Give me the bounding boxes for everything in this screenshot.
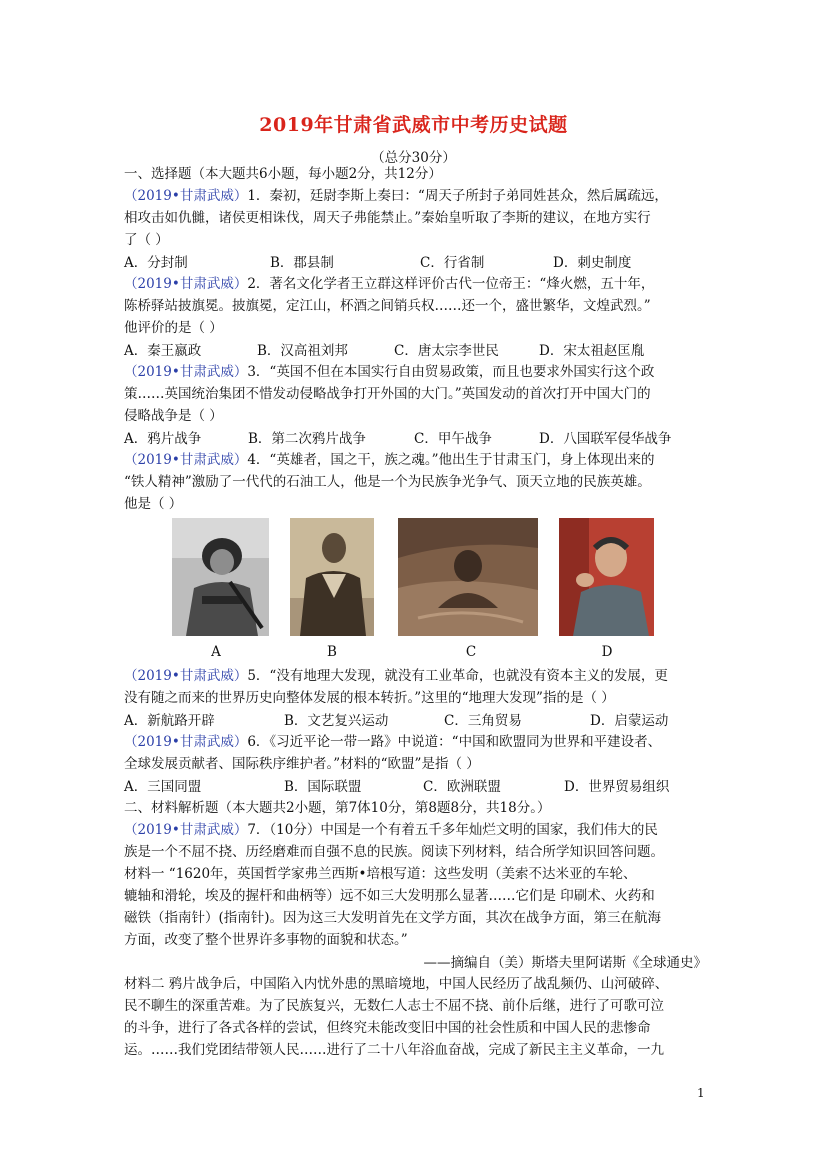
- option-b: B．文艺复兴运动: [284, 713, 389, 729]
- material-1-citation: ——摘编自（美）斯塔夫里阿诺斯《全球通史》: [423, 955, 707, 971]
- option-c: C．欧洲联盟: [423, 779, 501, 795]
- material-2-line-1: 材料二 鸦片战争后，中国陷入内忧外患的黑暗境地，中国人民经历了战乱频仍、山河破碎、: [124, 976, 669, 992]
- option-c: C．行省制: [420, 255, 485, 271]
- question-3-line-2: 策……英国统治集团不惜发动侵略战争打开外国的大门。”英国发动的首次打开中国大门的: [124, 386, 651, 402]
- question-2-line-1: [124, 273, 708, 295]
- option-b: B．汉高祖刘邦: [257, 343, 348, 359]
- option-b: B．国际联盟: [284, 779, 362, 795]
- photo-label-a: A: [211, 644, 221, 660]
- photo-option-c: [398, 518, 538, 636]
- question-2-line-3: 他评价的是（ ）: [124, 320, 223, 336]
- option-c: C．三角贸易: [444, 713, 522, 729]
- question-5-line-2: 没有随之而来的世界历史向整体发展的根本转折。”这里的“地理大发现”指的是（ ）: [124, 690, 615, 706]
- question-4-line-2: “铁人精神”激励了一代代的石油工人，他是一个为民族争光争气、顶天立地的民族英雄。: [124, 474, 651, 490]
- question-4-line-3: 他是（ ）: [124, 496, 183, 512]
- question-source-tag: （2019•甘肃武威）: [124, 734, 248, 750]
- section-heading-material: 二、材料解析题（本大题共2小题，第7体10分，第8题8分，共18分。）: [124, 800, 551, 816]
- question-source-tag: （2019•甘肃武威）: [124, 822, 248, 838]
- question-text: 1．秦初，廷尉李斯上奏曰：“周天子所封子弟同姓甚众，然后属疏远，: [247, 188, 668, 204]
- question-6-line-2: 全球发展贡献者、国际秩序维护者。”材料的“欧盟”是指（ ）: [124, 756, 480, 772]
- section-heading-choice: 一、选择题（本大题共6小题，每小题2分，共12分）: [124, 166, 442, 182]
- material-1-line-1: 材料一 “1620年，英国哲学家弗兰西斯•培根写道：这些发明（美索不达米亚的车轮、: [124, 866, 637, 882]
- question-1-line-1: [124, 185, 708, 207]
- option-d: D．宋太祖赵匡胤: [539, 343, 645, 359]
- portrait-elderly-man-image: [559, 518, 654, 636]
- question-7-line-2: 族是一个不屈不挠、历经磨难而自强不息的民族。阅读下列材料，结合所学知识回答问题。: [124, 844, 664, 860]
- question-1-line-3: 了（ ）: [124, 232, 169, 248]
- question-3-line-3: 侵略战争是（ ）: [124, 408, 223, 424]
- question-text: 6．《习近平论一带一路》中说道：“中国和欧盟同为世界和平建设者、: [247, 734, 662, 750]
- option-d: D．启蒙运动: [590, 713, 669, 729]
- photo-option-d: [559, 518, 654, 636]
- question-source-tag: （2019•甘肃武威）: [124, 188, 248, 204]
- question-source-tag: （2019•甘肃武威）: [124, 668, 248, 684]
- question-1-line-2: 相攻击如仇雠，诸侯更相诛伐，周天子弗能禁止。”秦始皇听取了李斯的建议，在地方实行: [124, 210, 651, 226]
- material-1-line-2: 辘轴和滑轮，埃及的握杆和曲柄等）远不如三大发明那么显著……它们是 印刷术、火药和: [124, 888, 655, 904]
- page-title: 2019年甘肃省武威市中考历史试题: [259, 114, 568, 136]
- question-1-options: [124, 251, 724, 273]
- question-text: 3．“英国不但在本国实行自由贸易政策，而且也要求外国实行这个政: [247, 364, 655, 380]
- question-text: 4．“英雄者，国之干，族之魂。”他出生于甘肃玉门，身上体现出来的: [247, 452, 655, 468]
- question-text: 7．（10分）中国是一个有着五千多年灿烂文明的国家，我们伟大的民: [247, 822, 658, 838]
- option-a: A．分封制: [124, 255, 188, 271]
- question-2-line-2: 陈桥驿站披旗冕。披旗冕，定江山，杯酒之间销兵权……还一个，盛世繁华，文煌武烈。”: [124, 298, 651, 314]
- option-b: B．第二次鸦片战争: [248, 431, 366, 447]
- option-d: D．世界贸易组织: [564, 779, 670, 795]
- photo-label-b: B: [327, 644, 337, 660]
- material-2-line-4: 运。……我们党团结带领人民……进行了二十八年浴血奋战，完成了新民主主义革命，一九: [124, 1042, 664, 1058]
- option-d: D．八国联军侵华战争: [539, 431, 672, 447]
- photo-option-b: [290, 518, 374, 636]
- question-6-line-1: [124, 731, 708, 753]
- material-1-line-3: 磁铁（指南针）(指南针)。因为这三大发明首先在文学方面，其次在战争方面，第三在航海: [124, 910, 662, 926]
- question-6-options: [124, 775, 724, 797]
- question-source-tag: （2019•甘肃武威）: [124, 364, 248, 380]
- option-c: C．唐太宗李世民: [394, 343, 499, 359]
- man-in-mud-pool-image: [398, 518, 538, 636]
- portrait-man-sepia-image: [290, 518, 374, 636]
- option-a: A．三国同盟: [124, 779, 202, 795]
- question-source-tag: （2019•甘肃武威）: [124, 452, 248, 468]
- option-d: D．刺史制度: [553, 255, 632, 271]
- question-text: 2．著名文化学者王立群这样评价古代一位帝王：“烽火燃，五十年，: [247, 276, 655, 292]
- option-a: A．鸦片战争: [124, 431, 202, 447]
- question-3-line-1: [124, 361, 708, 383]
- option-b: B．郡县制: [270, 255, 334, 271]
- question-5-line-1: [124, 665, 708, 687]
- option-a: A．秦王嬴政: [124, 343, 202, 359]
- question-7-line-1: [124, 819, 708, 841]
- page-number: 1: [697, 1086, 705, 1100]
- photo-label-c: C: [465, 644, 477, 660]
- option-c: C．甲午战争: [414, 431, 492, 447]
- photo-label-d: D: [601, 644, 613, 660]
- portrait-soldier-image: [172, 518, 269, 636]
- question-4-line-1: [124, 449, 708, 471]
- material-2-line-2: 民不聊生的深重苦难。为了民族复兴，无数仁人志士不屈不挠、前仆后继，进行了可歌可泣: [124, 998, 664, 1014]
- photo-option-a: [172, 518, 269, 636]
- question-text: 5．“没有地理大发现，就没有工业革命，也就没有资本主义的发展，更: [247, 668, 668, 684]
- question-2-options: [124, 339, 724, 361]
- score-subtitle: （总分30分）: [371, 150, 456, 166]
- question-3-options: [124, 427, 724, 449]
- question-source-tag: （2019•甘肃武威）: [124, 276, 248, 292]
- material-2-line-3: 的斗争，进行了各式各样的尝试，但终究未能改变旧中国的社会性质和中国人民的悲惨命: [124, 1020, 651, 1036]
- material-1-line-4: 方面，改变了整个世界许多事物的面貌和状态。”: [124, 932, 408, 948]
- option-a: A．新航路开辟: [124, 713, 215, 729]
- question-5-options: [124, 709, 724, 731]
